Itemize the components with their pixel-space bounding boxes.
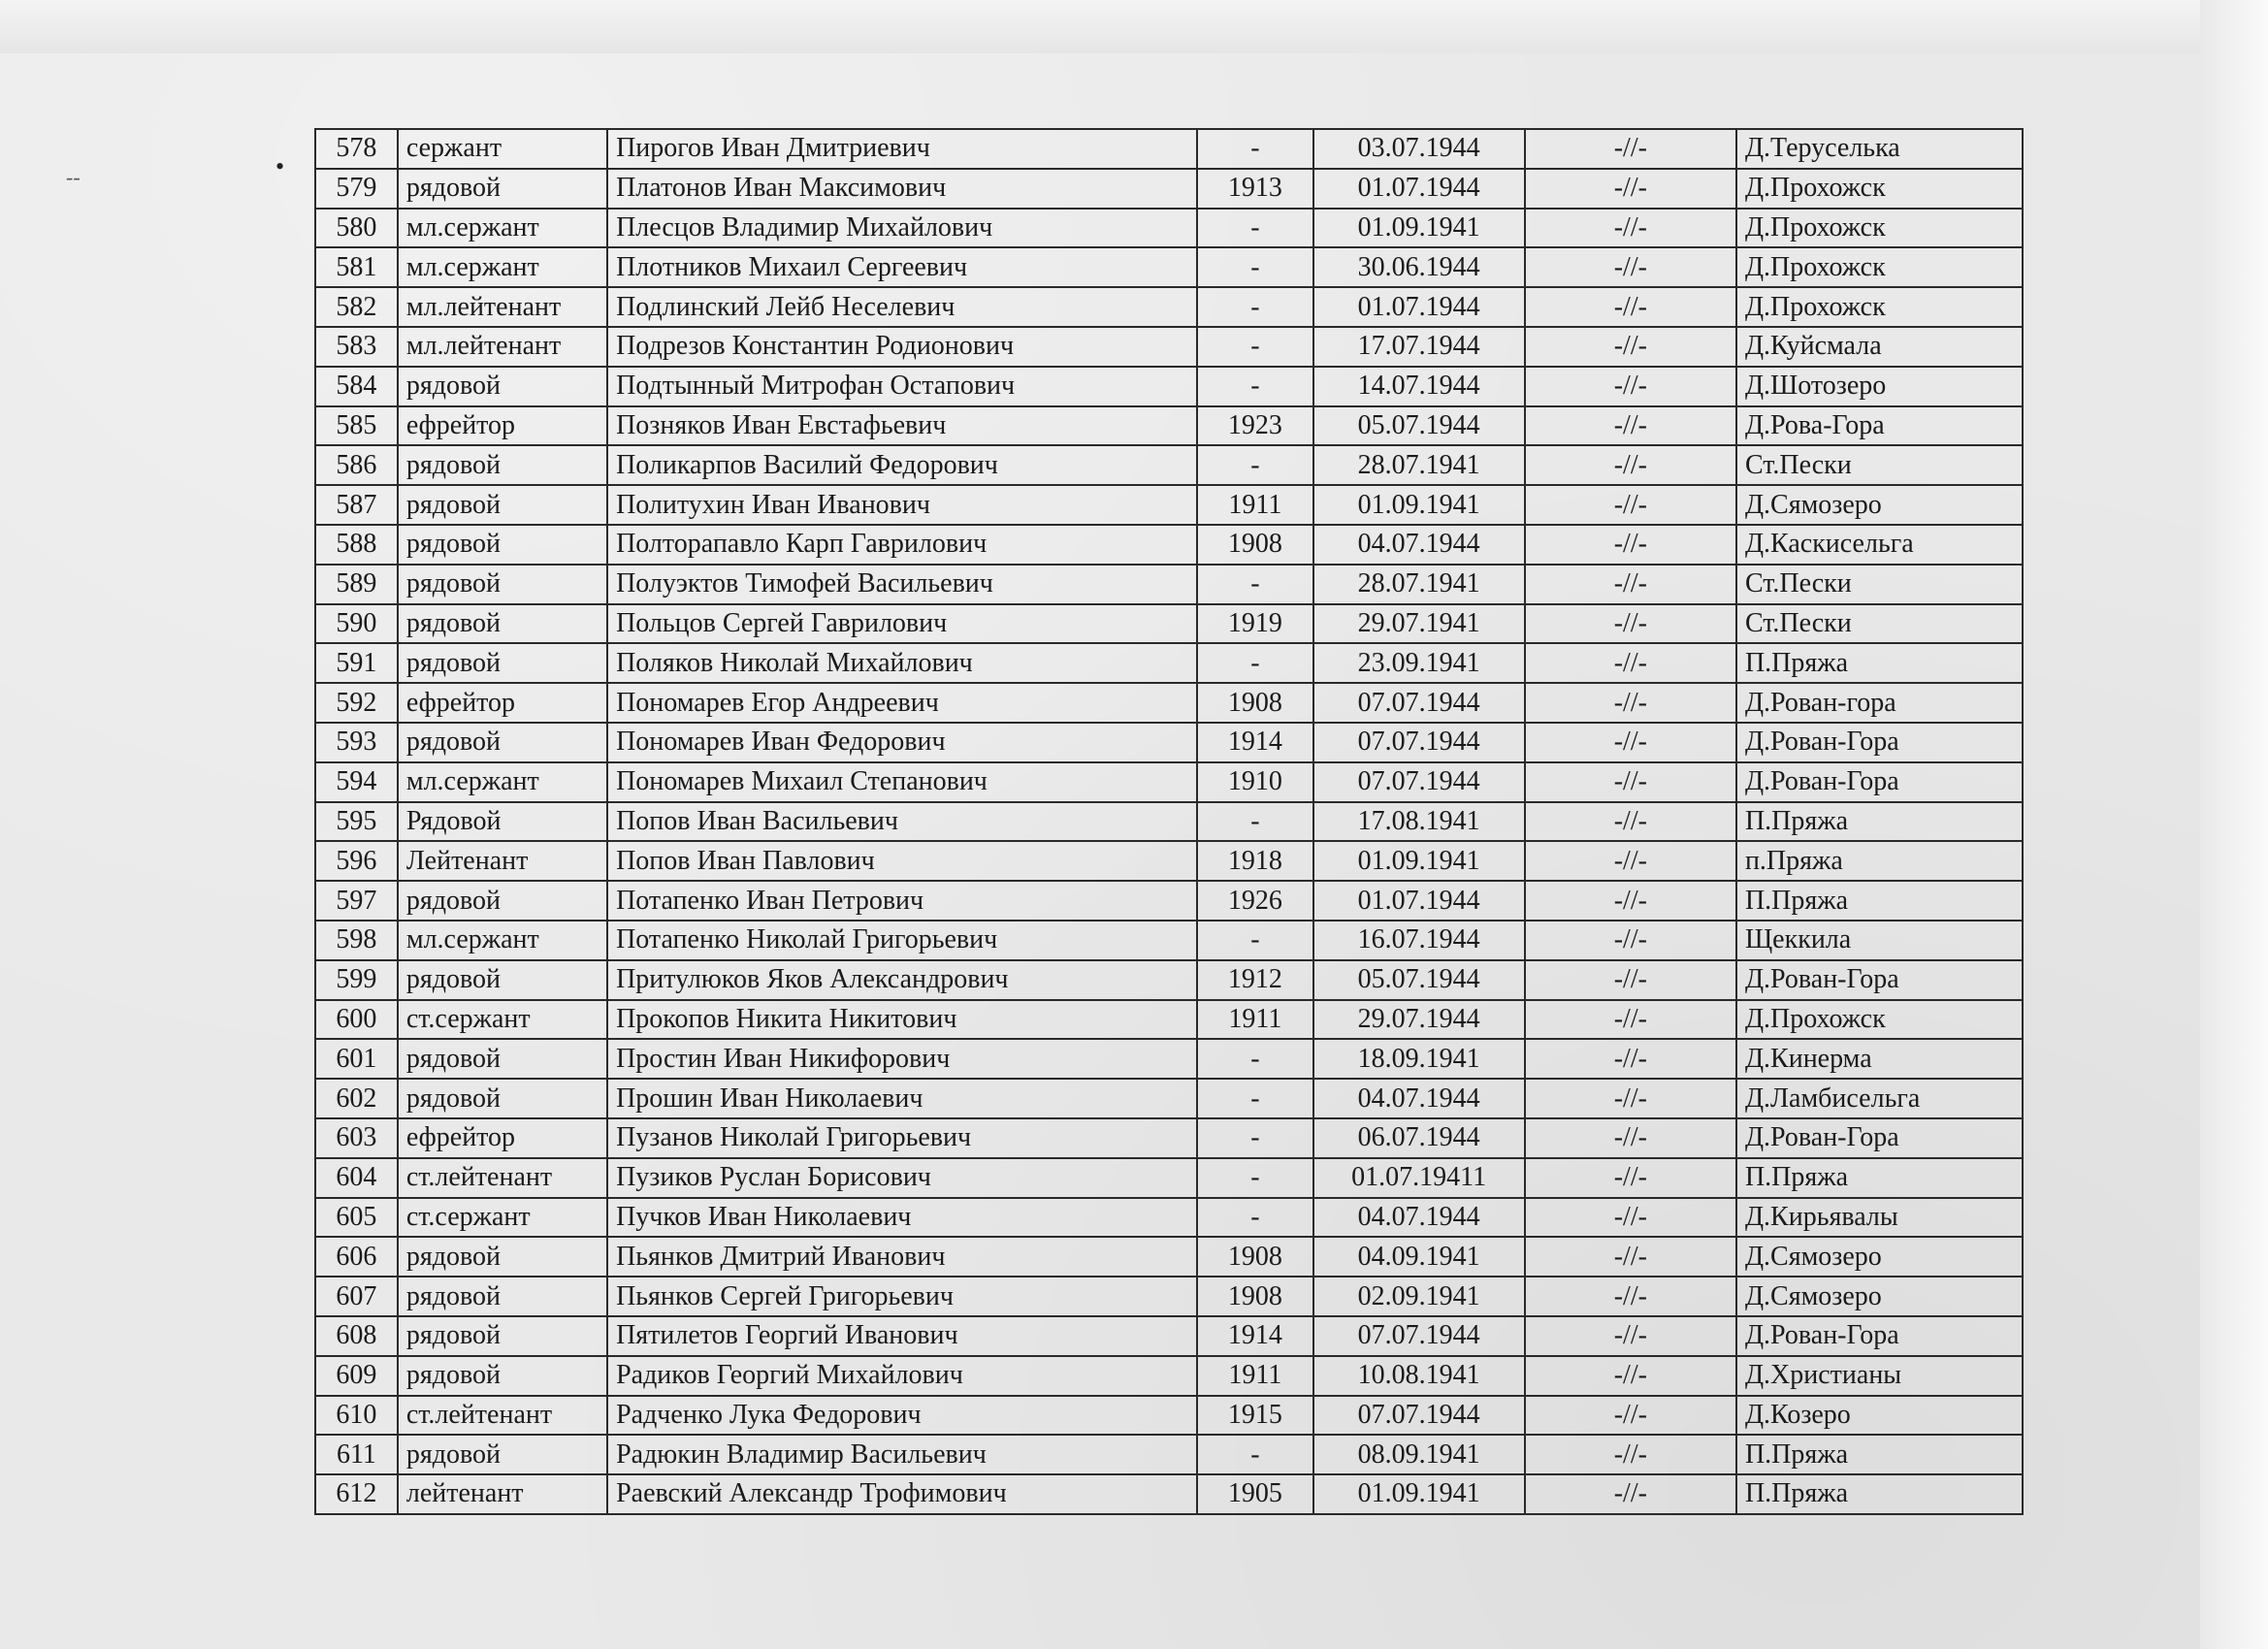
- full-name-cell: Пирогов Иван Дмитриевич: [607, 129, 1197, 169]
- death-date-cell: 02.09.1941: [1313, 1277, 1525, 1316]
- ditto-mark-cell: -//-: [1525, 1158, 1736, 1198]
- table-row: [315, 841, 2023, 881]
- full-name-cell: Пятилетов Георгий Иванович: [607, 1316, 1197, 1356]
- death-date-cell: 01.09.1941: [1313, 841, 1525, 881]
- death-date-cell: 18.09.1941: [1313, 1039, 1525, 1079]
- death-date-cell: 07.07.1944: [1313, 762, 1525, 802]
- rank-cell: мл.сержант: [398, 209, 607, 248]
- death-date-cell: 23.09.1941: [1313, 643, 1525, 683]
- burial-place-cell: Д.Прохожск: [1736, 1000, 2023, 1040]
- burial-place-cell: Д.Теруселька: [1736, 129, 2023, 169]
- ditto-mark-cell: -//-: [1525, 565, 1736, 604]
- burial-place-cell: Д.Прохожск: [1736, 287, 2023, 327]
- roster-body: [315, 129, 2023, 1514]
- full-name-cell: Подтынный Митрофан Остапович: [607, 367, 1197, 406]
- ditto-mark-cell: -//-: [1525, 604, 1736, 644]
- record-number-cell: 592: [315, 683, 398, 723]
- table-row: [315, 683, 2023, 723]
- rank-cell: Рядовой: [398, 802, 607, 842]
- full-name-cell: Полуэктов Тимофей Васильевич: [607, 565, 1197, 604]
- table-row: [315, 1198, 2023, 1238]
- table-row: [315, 1316, 2023, 1356]
- ditto-mark-cell: -//-: [1525, 287, 1736, 327]
- burial-place-cell: Д.Сямозеро: [1736, 1237, 2023, 1277]
- rank-cell: рядовой: [398, 1079, 607, 1118]
- birth-year-cell: -: [1197, 1435, 1312, 1474]
- table-row: [315, 604, 2023, 644]
- table-row: [315, 1079, 2023, 1118]
- row-pointer-mark: •: [275, 152, 285, 180]
- death-date-cell: 04.07.1944: [1313, 525, 1525, 565]
- burial-place-cell: Д.Рован-Гора: [1736, 960, 2023, 1000]
- record-number-cell: 595: [315, 802, 398, 842]
- birth-year-cell: -: [1197, 643, 1312, 683]
- record-number-cell: 604: [315, 1158, 398, 1198]
- rank-cell: мл.сержант: [398, 762, 607, 802]
- full-name-cell: Пономарев Михаил Степанович: [607, 762, 1197, 802]
- burial-place-cell: Д.Кинерма: [1736, 1039, 2023, 1079]
- full-name-cell: Притулюков Яков Александрович: [607, 960, 1197, 1000]
- ditto-mark-cell: -//-: [1525, 1237, 1736, 1277]
- record-number-cell: 600: [315, 1000, 398, 1040]
- ditto-mark-cell: -//-: [1525, 1079, 1736, 1118]
- death-date-cell: 17.08.1941: [1313, 802, 1525, 842]
- burial-place-cell: Д.Христианы: [1736, 1356, 2023, 1396]
- record-number-cell: 587: [315, 485, 398, 525]
- burial-place-cell: П.Пряжа: [1736, 643, 2023, 683]
- ditto-mark-cell: -//-: [1525, 169, 1736, 209]
- birth-year-cell: 1918: [1197, 841, 1312, 881]
- rank-cell: ст.лейтенант: [398, 1396, 607, 1436]
- rank-cell: рядовой: [398, 1435, 607, 1474]
- burial-place-cell: Ст.Пески: [1736, 445, 2023, 485]
- full-name-cell: Потапенко Николай Григорьевич: [607, 921, 1197, 960]
- rank-cell: рядовой: [398, 1316, 607, 1356]
- table-row: [315, 1000, 2023, 1040]
- table-row: [315, 287, 2023, 327]
- birth-year-cell: 1908: [1197, 1237, 1312, 1277]
- table-row: [315, 802, 2023, 842]
- table-row: [315, 643, 2023, 683]
- burial-place-cell: П.Пряжа: [1736, 1158, 2023, 1198]
- ditto-mark-cell: -//-: [1525, 1396, 1736, 1436]
- ditto-mark-cell: -//-: [1525, 327, 1736, 367]
- full-name-cell: Радченко Лука Федорович: [607, 1396, 1197, 1436]
- ditto-mark-cell: -//-: [1525, 1118, 1736, 1158]
- record-number-cell: 606: [315, 1237, 398, 1277]
- rank-cell: рядовой: [398, 445, 607, 485]
- ditto-mark-cell: -//-: [1525, 1435, 1736, 1474]
- ditto-mark-cell: -//-: [1525, 723, 1736, 762]
- record-number-cell: 610: [315, 1396, 398, 1436]
- table-row: [315, 247, 2023, 287]
- full-name-cell: Пьянков Сергей Григорьевич: [607, 1277, 1197, 1316]
- record-number-cell: 596: [315, 841, 398, 881]
- record-number-cell: 583: [315, 327, 398, 367]
- table-row: [315, 1158, 2023, 1198]
- birth-year-cell: 1905: [1197, 1474, 1312, 1514]
- burial-place-cell: Д.Ламбисельга: [1736, 1079, 2023, 1118]
- record-number-cell: 581: [315, 247, 398, 287]
- ditto-mark-cell: -//-: [1525, 525, 1736, 565]
- burial-place-cell: Д.Рован-Гора: [1736, 762, 2023, 802]
- rank-cell: мл.сержант: [398, 247, 607, 287]
- record-number-cell: 612: [315, 1474, 398, 1514]
- table-row: [315, 169, 2023, 209]
- birth-year-cell: 1911: [1197, 1356, 1312, 1396]
- rank-cell: рядовой: [398, 565, 607, 604]
- birth-year-cell: -: [1197, 1198, 1312, 1238]
- birth-year-cell: 1914: [1197, 723, 1312, 762]
- birth-year-cell: -: [1197, 802, 1312, 842]
- table-row: [315, 881, 2023, 921]
- table-row: [315, 485, 2023, 525]
- full-name-cell: Прокопов Никита Никитович: [607, 1000, 1197, 1040]
- burial-place-cell: П.Пряжа: [1736, 802, 2023, 842]
- ditto-mark-cell: -//-: [1525, 1198, 1736, 1238]
- death-date-cell: 04.07.1944: [1313, 1079, 1525, 1118]
- death-date-cell: 14.07.1944: [1313, 367, 1525, 406]
- death-date-cell: 30.06.1944: [1313, 247, 1525, 287]
- burial-place-cell: Д.Шотозеро: [1736, 367, 2023, 406]
- ditto-mark-cell: -//-: [1525, 921, 1736, 960]
- ditto-mark-cell: -//-: [1525, 485, 1736, 525]
- full-name-cell: Прошин Иван Николаевич: [607, 1079, 1197, 1118]
- death-date-cell: 01.09.1941: [1313, 485, 1525, 525]
- ditto-mark-cell: -//-: [1525, 247, 1736, 287]
- birth-year-cell: 1912: [1197, 960, 1312, 1000]
- birth-year-cell: -: [1197, 287, 1312, 327]
- ditto-mark-cell: -//-: [1525, 1474, 1736, 1514]
- death-date-cell: 28.07.1941: [1313, 445, 1525, 485]
- record-number-cell: 598: [315, 921, 398, 960]
- ditto-mark-cell: -//-: [1525, 1316, 1736, 1356]
- full-name-cell: Позняков Иван Евстафьевич: [607, 406, 1197, 446]
- record-number-cell: 586: [315, 445, 398, 485]
- rank-cell: рядовой: [398, 1356, 607, 1396]
- burial-place-cell: Д.Рован-Гора: [1736, 1316, 2023, 1356]
- full-name-cell: Простин Иван Никифорович: [607, 1039, 1197, 1079]
- ditto-mark-cell: -//-: [1525, 802, 1736, 842]
- record-number-cell: 597: [315, 881, 398, 921]
- rank-cell: мл.лейтенант: [398, 327, 607, 367]
- rank-cell: рядовой: [398, 1039, 607, 1079]
- ditto-mark-cell: -//-: [1525, 1039, 1736, 1079]
- death-date-cell: 05.07.1944: [1313, 406, 1525, 446]
- ditto-mark-cell: -//-: [1525, 445, 1736, 485]
- burial-place-cell: П.Пряжа: [1736, 881, 2023, 921]
- birth-year-cell: 1913: [1197, 169, 1312, 209]
- ditto-mark-cell: -//-: [1525, 762, 1736, 802]
- birth-year-cell: 1915: [1197, 1396, 1312, 1436]
- death-date-cell: 07.07.1944: [1313, 683, 1525, 723]
- table-row: [315, 1237, 2023, 1277]
- birth-year-cell: -: [1197, 1118, 1312, 1158]
- death-date-cell: 05.07.1944: [1313, 960, 1525, 1000]
- record-number-cell: 590: [315, 604, 398, 644]
- birth-year-cell: 1919: [1197, 604, 1312, 644]
- table-row: [315, 445, 2023, 485]
- death-date-cell: 03.07.1944: [1313, 129, 1525, 169]
- full-name-cell: Платонов Иван Максимович: [607, 169, 1197, 209]
- table-row: [315, 1474, 2023, 1514]
- casualty-roster-table: [314, 128, 2024, 1515]
- ditto-mark-cell: -//-: [1525, 643, 1736, 683]
- birth-year-cell: 1908: [1197, 525, 1312, 565]
- burial-place-cell: Д.Рован-Гора: [1736, 723, 2023, 762]
- scan-edge-top: [0, 0, 2268, 53]
- table-row: [315, 525, 2023, 565]
- rank-cell: Лейтенант: [398, 841, 607, 881]
- burial-place-cell: Д.Козеро: [1736, 1396, 2023, 1436]
- ditto-mark-cell: -//-: [1525, 1277, 1736, 1316]
- full-name-cell: Пузиков Руслан Борисович: [607, 1158, 1197, 1198]
- record-number-cell: 584: [315, 367, 398, 406]
- ditto-mark-cell: -//-: [1525, 1000, 1736, 1040]
- rank-cell: рядовой: [398, 485, 607, 525]
- full-name-cell: Попов Иван Павлович: [607, 841, 1197, 881]
- ditto-mark-cell: -//-: [1525, 841, 1736, 881]
- table-row: [315, 960, 2023, 1000]
- burial-place-cell: Д.Прохожск: [1736, 169, 2023, 209]
- burial-place-cell: Ст.Пески: [1736, 604, 2023, 644]
- death-date-cell: 08.09.1941: [1313, 1435, 1525, 1474]
- table-row: [315, 1277, 2023, 1316]
- rank-cell: рядовой: [398, 1277, 607, 1316]
- ditto-mark-cell: -//-: [1525, 129, 1736, 169]
- table-row: [315, 1396, 2023, 1436]
- burial-place-cell: Д.Рован-Гора: [1736, 1118, 2023, 1158]
- death-date-cell: 28.07.1941: [1313, 565, 1525, 604]
- rank-cell: сержант: [398, 129, 607, 169]
- rank-cell: рядовой: [398, 367, 607, 406]
- rank-cell: ст.сержант: [398, 1000, 607, 1040]
- death-date-cell: 01.09.1941: [1313, 209, 1525, 248]
- record-number-cell: 605: [315, 1198, 398, 1238]
- full-name-cell: Плесцов Владимир Михайлович: [607, 209, 1197, 248]
- margin-dash-mark: --: [66, 165, 81, 189]
- full-name-cell: Плотников Михаил Сергеевич: [607, 247, 1197, 287]
- record-number-cell: 588: [315, 525, 398, 565]
- birth-year-cell: -: [1197, 367, 1312, 406]
- rank-cell: мл.сержант: [398, 921, 607, 960]
- full-name-cell: Раевский Александр Трофимович: [607, 1474, 1197, 1514]
- record-number-cell: 580: [315, 209, 398, 248]
- full-name-cell: Политухин Иван Иванович: [607, 485, 1197, 525]
- burial-place-cell: Д.Рова-Гора: [1736, 406, 2023, 446]
- death-date-cell: 07.07.1944: [1313, 1316, 1525, 1356]
- rank-cell: рядовой: [398, 525, 607, 565]
- record-number-cell: 579: [315, 169, 398, 209]
- burial-place-cell: П.Пряжа: [1736, 1474, 2023, 1514]
- birth-year-cell: -: [1197, 327, 1312, 367]
- birth-year-cell: -: [1197, 565, 1312, 604]
- ditto-mark-cell: -//-: [1525, 367, 1736, 406]
- birth-year-cell: -: [1197, 921, 1312, 960]
- full-name-cell: Польцов Сергей Гаврилович: [607, 604, 1197, 644]
- table-row: [315, 1039, 2023, 1079]
- full-name-cell: Подлинский Лейб Неселевич: [607, 287, 1197, 327]
- birth-year-cell: 1908: [1197, 683, 1312, 723]
- record-number-cell: 585: [315, 406, 398, 446]
- table-row: [315, 723, 2023, 762]
- record-number-cell: 594: [315, 762, 398, 802]
- death-date-cell: 10.08.1941: [1313, 1356, 1525, 1396]
- rank-cell: рядовой: [398, 881, 607, 921]
- death-date-cell: 07.07.1944: [1313, 723, 1525, 762]
- full-name-cell: Пономарев Егор Андреевич: [607, 683, 1197, 723]
- rank-cell: лейтенант: [398, 1474, 607, 1514]
- ditto-mark-cell: -//-: [1525, 1356, 1736, 1396]
- table-row: [315, 762, 2023, 802]
- ditto-mark-cell: -//-: [1525, 960, 1736, 1000]
- burial-place-cell: Ст.Пески: [1736, 565, 2023, 604]
- burial-place-cell: Д.Каскисельга: [1736, 525, 2023, 565]
- record-number-cell: 609: [315, 1356, 398, 1396]
- full-name-cell: Полторапавло Карп Гаврилович: [607, 525, 1197, 565]
- rank-cell: рядовой: [398, 169, 607, 209]
- burial-place-cell: Д.Рован-гора: [1736, 683, 2023, 723]
- birth-year-cell: -: [1197, 1039, 1312, 1079]
- full-name-cell: Поляков Николай Михайлович: [607, 643, 1197, 683]
- record-number-cell: 607: [315, 1277, 398, 1316]
- burial-place-cell: П.Пряжа: [1736, 1435, 2023, 1474]
- burial-place-cell: Щеккила: [1736, 921, 2023, 960]
- ditto-mark-cell: -//-: [1525, 209, 1736, 248]
- ditto-mark-cell: -//-: [1525, 683, 1736, 723]
- death-date-cell: 29.07.1941: [1313, 604, 1525, 644]
- death-date-cell: 01.07.1944: [1313, 881, 1525, 921]
- rank-cell: рядовой: [398, 604, 607, 644]
- full-name-cell: Потапенко Иван Петрович: [607, 881, 1197, 921]
- burial-place-cell: Д.Сямозеро: [1736, 485, 2023, 525]
- full-name-cell: Пономарев Иван Федорович: [607, 723, 1197, 762]
- birth-year-cell: -: [1197, 247, 1312, 287]
- ditto-mark-cell: -//-: [1525, 881, 1736, 921]
- birth-year-cell: -: [1197, 129, 1312, 169]
- burial-place-cell: Д.Сямозеро: [1736, 1277, 2023, 1316]
- burial-place-cell: Д.Прохожск: [1736, 209, 2023, 248]
- rank-cell: ст.лейтенант: [398, 1158, 607, 1198]
- rank-cell: мл.лейтенант: [398, 287, 607, 327]
- full-name-cell: Подрезов Константин Родионович: [607, 327, 1197, 367]
- record-number-cell: 602: [315, 1079, 398, 1118]
- full-name-cell: Радюкин Владимир Васильевич: [607, 1435, 1197, 1474]
- full-name-cell: Пузанов Николай Григорьевич: [607, 1118, 1197, 1158]
- burial-place-cell: Д.Кирьявалы: [1736, 1198, 2023, 1238]
- burial-place-cell: п.Пряжа: [1736, 841, 2023, 881]
- record-number-cell: 599: [315, 960, 398, 1000]
- record-number-cell: 603: [315, 1118, 398, 1158]
- death-date-cell: 01.07.19411: [1313, 1158, 1525, 1198]
- rank-cell: рядовой: [398, 1237, 607, 1277]
- full-name-cell: Попов Иван Васильевич: [607, 802, 1197, 842]
- death-date-cell: 04.09.1941: [1313, 1237, 1525, 1277]
- birth-year-cell: -: [1197, 209, 1312, 248]
- table-row: [315, 367, 2023, 406]
- death-date-cell: 06.07.1944: [1313, 1118, 1525, 1158]
- record-number-cell: 582: [315, 287, 398, 327]
- rank-cell: ефрейтор: [398, 683, 607, 723]
- birth-year-cell: 1914: [1197, 1316, 1312, 1356]
- birth-year-cell: 1911: [1197, 1000, 1312, 1040]
- birth-year-cell: 1923: [1197, 406, 1312, 446]
- record-number-cell: 591: [315, 643, 398, 683]
- birth-year-cell: 1911: [1197, 485, 1312, 525]
- full-name-cell: Пучков Иван Николаевич: [607, 1198, 1197, 1238]
- birth-year-cell: 1908: [1197, 1277, 1312, 1316]
- rank-cell: ефрейтор: [398, 406, 607, 446]
- table-row: [315, 1435, 2023, 1474]
- burial-place-cell: Д.Куйсмала: [1736, 327, 2023, 367]
- death-date-cell: 16.07.1944: [1313, 921, 1525, 960]
- full-name-cell: Пьянков Дмитрий Иванович: [607, 1237, 1197, 1277]
- death-date-cell: 17.07.1944: [1313, 327, 1525, 367]
- birth-year-cell: -: [1197, 445, 1312, 485]
- record-number-cell: 608: [315, 1316, 398, 1356]
- rank-cell: рядовой: [398, 960, 607, 1000]
- record-number-cell: 611: [315, 1435, 398, 1474]
- table-row: [315, 209, 2023, 248]
- death-date-cell: 04.07.1944: [1313, 1198, 1525, 1238]
- birth-year-cell: -: [1197, 1079, 1312, 1118]
- rank-cell: ефрейтор: [398, 1118, 607, 1158]
- birth-year-cell: 1910: [1197, 762, 1312, 802]
- death-date-cell: 01.07.1944: [1313, 287, 1525, 327]
- table-row: [315, 565, 2023, 604]
- death-date-cell: 29.07.1944: [1313, 1000, 1525, 1040]
- death-date-cell: 01.09.1941: [1313, 1474, 1525, 1514]
- table-row: [315, 327, 2023, 367]
- table-row: [315, 921, 2023, 960]
- birth-year-cell: 1926: [1197, 881, 1312, 921]
- rank-cell: рядовой: [398, 723, 607, 762]
- full-name-cell: Поликарпов Василий Федорович: [607, 445, 1197, 485]
- table-row: [315, 1356, 2023, 1396]
- table-row: [315, 406, 2023, 446]
- death-date-cell: 01.07.1944: [1313, 169, 1525, 209]
- birth-year-cell: -: [1197, 1158, 1312, 1198]
- table-row: [315, 1118, 2023, 1158]
- burial-place-cell: Д.Прохожск: [1736, 247, 2023, 287]
- record-number-cell: 601: [315, 1039, 398, 1079]
- scan-edge-right: [2200, 0, 2268, 1649]
- death-date-cell: 07.07.1944: [1313, 1396, 1525, 1436]
- record-number-cell: 578: [315, 129, 398, 169]
- record-number-cell: 589: [315, 565, 398, 604]
- rank-cell: ст.сержант: [398, 1198, 607, 1238]
- full-name-cell: Радиков Георгий Михайлович: [607, 1356, 1197, 1396]
- record-number-cell: 593: [315, 723, 398, 762]
- rank-cell: рядовой: [398, 643, 607, 683]
- table-row: [315, 129, 2023, 169]
- ditto-mark-cell: -//-: [1525, 406, 1736, 446]
